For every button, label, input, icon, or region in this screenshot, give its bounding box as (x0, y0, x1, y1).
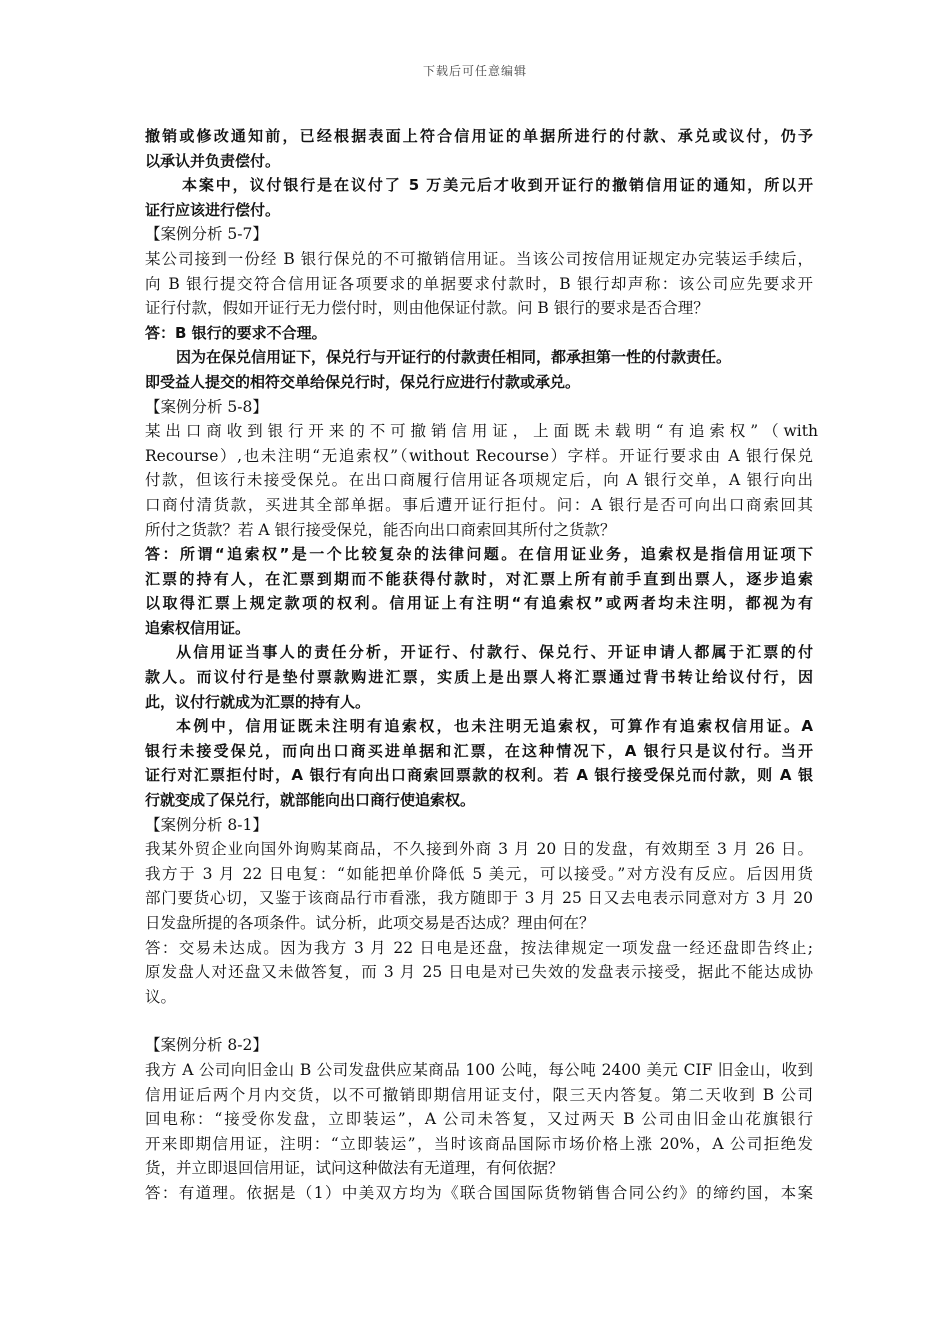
text-line: 所付之货款？若 A 银行接受保兑，能否向出口商索回其所付之货款？ (145, 520, 616, 539)
text-line: 原发盘人对还盘又未做答复，而 3 月 25 日电是对已失效的发盘表示接受，据此不能达成协 (145, 963, 813, 982)
text-line: 某公司接到一份经 B 银行保兑的不可撤销信用证。当该公司按信用证规定办完装运手续后， (145, 249, 813, 268)
answer-text-line: 以取得汇票上规定款项的权利。信用证上有注明“有追索权”或两者均未注明，都视为有 (145, 594, 813, 613)
text-line: 我某外贸企业向国外询购某商品，不久接到外商 3 月 20 日的发盘，有效期至 3 月 26 日。 (145, 840, 813, 859)
case-heading: 【案例分析 5-8】 (145, 397, 268, 416)
page-header: 下载后可任意编辑 (422, 64, 527, 78)
answer-text-line: 答：B 银行的要求不合理。 (145, 323, 327, 342)
text-line: 我方 A 公司向旧金山 B 公司发盘供应某商品 100 公吨，每公吨 2400 美元 CIF 旧金山，收到 (145, 1060, 813, 1079)
text-line: 付款，但该行未接受保兑。在出口商履行信用证各项规定后，向 A 银行交单，A 银行向出 (145, 471, 813, 490)
answer-text-line: 答：所谓“追索权”是一个比较复杂的法律问题。在信用证业务，追索权是指信用证项下 (145, 545, 813, 564)
answer-text-line: 证行应该进行偿付。 (145, 200, 281, 219)
case-heading: 【案例分析 8-2】 (145, 1036, 268, 1055)
answer-text-line: 本例中，信用证既未注明有追索权，也未注明无追索权，可算作有追索权信用证。A (176, 717, 813, 736)
text-line: 信用证后两个月内交货，以不可撤销即期信用证支付，限三天内答复。第二天收到 B 公司 (145, 1085, 813, 1104)
answer-text-line: 此，议付行就成为汇票的持有人。 (145, 692, 371, 711)
text-line: 回电称：“接受你发盘，立即装运”，A 公司未答复，又过两天 B 公司由旧金山花旗银行 (145, 1110, 813, 1129)
text-line: 答：有道理。依据是（1）中美双方均为《联合国国际货物销售合同公约》的缔约国，本案 (145, 1183, 813, 1202)
answer-text-line: 追索权信用证。 (145, 618, 251, 637)
answer-text-line: 即受益人提交的相符交单给保兑行时，保兑行应进行付款或承兑。 (145, 372, 581, 391)
case-heading: 【案例分析 8-1】 (145, 815, 268, 834)
text-line: 口商付清货款，买进其全部单据。事后遭开证行拒付。问：A 银行是否可向出口商索回其 (145, 495, 813, 514)
text-line: 答：交易未达成。因为我方 3 月 22 日电是还盘，按法律规定一项发盘一经还盘即告终止; (145, 938, 813, 957)
answer-text-line: 款人。而议付行是垫付票款购进汇票，实质上是出票人将汇票通过背书转让给议付行，因 (145, 668, 813, 687)
answer-text-line: 因为在保兑信用证下，保兑行与开证行的付款责任相同，都承担第一性的付款责任。 (176, 348, 732, 367)
answer-text-line: 以承认并负责偿付。 (145, 151, 281, 170)
answer-text-line: 本案中，议付银行是在议付了 5 万美元后才收到开证行的撤销信用证的通知，所以开 (182, 176, 813, 195)
text-line: 部门要货心切，又鉴于该商品行市看涨，我方随即于 3 月 25 日又去电表示同意对方 3 月 20 (145, 889, 813, 908)
text-line: 我方于 3 月 22 日电复：“如能把单价降低 5 美元，可以接受。”对方没有反应。后因用货 (145, 864, 813, 883)
answer-text-line: 汇票的持有人，在汇票到期而不能获得付款时，对汇票上所有前手直到出票人，逐步追索 (145, 569, 813, 588)
text-line: Recourse）,也未注明“无追索权”（without Recourse）字样。开证行要求由 A 银行保兑 (145, 446, 813, 465)
text-line: 证行付款，假如开证行无力偿付时，则由他保证付款。问 B 银行的要求是否合理？ (145, 299, 709, 318)
answer-text-line: 证行对汇票拒付时，A 银行有向出口商索回票款的权利。若 A 银行接受保兑而付款，则 A 银 (145, 766, 813, 785)
answer-text-line: 从信用证当事人的责任分析，开证行、付款行、保兑行、开证申请人都属于汇票的付 (176, 643, 813, 662)
answer-text-line: 行就变成了保兑行，就部能向出口商行使追索权。 (145, 791, 476, 810)
text-line: 向 B 银行提交符合信用证各项要求的单据要求付款时，B 银行却声称：该公司应先要求开 (145, 274, 813, 293)
answer-text-line: 银行未接受保兑，而向出口商买进单据和汇票，在这种情况下，A 银行只是议付行。当开 (145, 741, 813, 760)
document-body (145, 124, 818, 1206)
case-heading: 【案例分析 5-7】 (145, 225, 268, 244)
text-line: 议。 (145, 987, 177, 1006)
text-line: 日发盘所提的各项条件。试分析，此项交易是否达成？理由何在？ (145, 914, 595, 932)
text-line: 开来即期信用证，注明：“立即装运”，当时该商品国际市场价格上涨 20%，A 公司拒绝发 (145, 1134, 813, 1153)
paragraph-gap (145, 1009, 813, 1033)
text-line: 货，并立即退回信用证，试问这种做法有无道理，有何依据？ (145, 1159, 564, 1178)
text-line: 某 出 口 商 收 到 银 行 开 来 的 不 可 撤 销 信 用 证 ， 上 面 既 未 载 明 “ 有 追 索 权 ” （ with (145, 422, 818, 441)
answer-text-line: 撤销或修改通知前，已经根据表面上符合信用证的单据所进行的付款、承兑或议付，仍予 (145, 127, 813, 145)
